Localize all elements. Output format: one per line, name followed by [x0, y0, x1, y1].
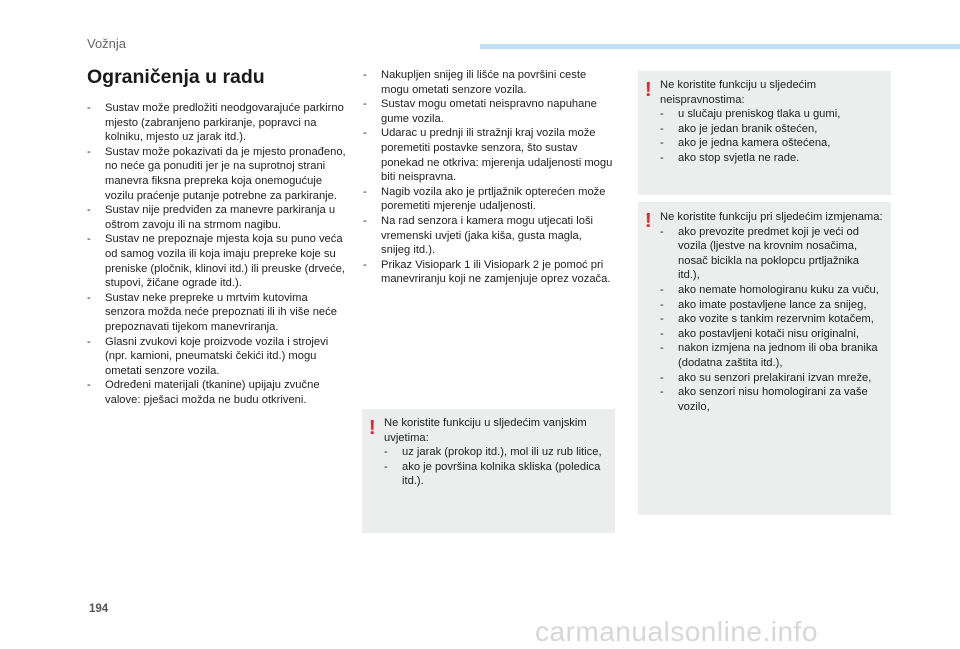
list-item: - ako je površina kolnika skliska (poledica itd.).	[384, 460, 601, 488]
list-item: - ako prevozite predmet koji je veći od vozila (ljestve na krovnim nosačima, nosač bicikla na poklopcu prtljažnika itd.),	[660, 225, 859, 282]
list-item: - Udarac u prednji ili stražnji kraj vozila može poremetiti postavke senzora, što sustav ponekad ne otkriva: mjerenja udaljenosti mogu biti neispravna.	[363, 127, 613, 184]
dash-bullet: -	[87, 233, 91, 246]
warning-box-malfunctions	[638, 71, 891, 195]
dash-bullet: -	[363, 98, 367, 111]
list-item: - ako su senzori prelakirani izvan mreže,	[660, 371, 872, 384]
list-item: - ako stop svjetla ne rade.	[660, 151, 800, 164]
warning-list	[384, 445, 607, 489]
dash-bullet: -	[660, 298, 664, 311]
dash-bullet: -	[660, 327, 664, 340]
list-item: - u slučaju preniskog tlaka u gumi,	[660, 108, 841, 121]
dash-bullet: -	[87, 102, 91, 114]
dash-bullet: -	[87, 204, 91, 217]
list-item: - Određeni materijali (tkanine) upijaju zvučne valove: pješaci možda ne budu otkriveni.	[87, 379, 320, 406]
watermark: carmanualsonline.info	[535, 616, 818, 647]
section-title: Vožnja	[87, 36, 127, 51]
list-item: - uz jarak (prokop itd.), mol ili uz rub litice,	[384, 446, 602, 459]
list-item: - Na rad senzora i kamera mogu utjecati loši vremenski uvjeti (jaka kiša, gusta magla, snijeg itd.).	[363, 214, 594, 257]
page-number: 194	[89, 603, 109, 615]
dash-bullet: -	[363, 258, 367, 271]
dash-bullet: -	[363, 185, 367, 198]
warning-icon: !	[645, 210, 652, 232]
list-item: - ako je jedan branik oštećen,	[660, 122, 818, 135]
warning-intro: Ne koristite funkciju u sljedećim vanjskim uvjetima:	[384, 417, 587, 444]
dash-bullet: -	[660, 108, 664, 121]
list-item: - Sustav ne prepoznaje mjesta koja su puno veća od samog vozila ili koja imaju prepreke koje su preniske (pločnik, klinovi itd.) ili preuske (drveće, stupovi, žičane ograde itd.).	[87, 233, 346, 290]
dash-bullet: -	[660, 386, 664, 399]
warning-intro: Ne koristite funkciju u sljedećim neispravnostima:	[660, 79, 817, 106]
list-item: - Nagib vozila ako je prtljažnik opterećen može poremetiti mjerenje udaljenosti.	[363, 185, 606, 213]
warning-icon: !	[369, 417, 376, 439]
list-item: - ako vozite s tankim rezervnim kotačem,	[660, 313, 874, 326]
list-item: - ako senzori nisu homologirani za vaše vozilo,	[660, 386, 868, 413]
dash-bullet: -	[660, 225, 664, 238]
list-item: - Nakupljen snijeg ili lišće na površini ceste mogu ometati senzore vozila.	[363, 69, 587, 96]
dash-bullet: -	[384, 460, 388, 473]
warning-icon: !	[645, 79, 652, 101]
list-item: - ako postavljeni kotači nisu originalni,	[660, 327, 859, 340]
list-item: - Prikaz Visiopark 1 ili Visiopark 2 je pomoć pri manevriranju koji ne zamjenjuje oprez vozača.	[363, 258, 611, 286]
header-bar	[480, 44, 960, 49]
list-item: - Glasni zvukovi koje proizvode vozila i strojevi (npr. kamioni, pneumatski čekići itd.) mogu ometati senzore vozila.	[87, 335, 329, 377]
dash-bullet: -	[660, 122, 664, 135]
dash-bullet: -	[660, 137, 664, 150]
list-item: - ako je jedna kamera oštećena,	[660, 137, 831, 150]
page-title: Ograničenja u radu	[87, 66, 265, 88]
list-item: - Sustav može predložiti neodgovarajuće parkirno mjesto (zabranjeno parkiranje, popravci na kolniku, mjesto uz jarak itd.).	[87, 102, 344, 144]
warning-box-modifications	[638, 202, 891, 515]
dash-bullet: -	[87, 145, 91, 158]
dash-bullet: -	[87, 291, 91, 304]
dash-bullet: -	[660, 371, 664, 384]
dash-bullet: -	[363, 127, 367, 140]
list-item: - Sustav nije predviđen za manevre parkiranja u oštrom zavoju ili na strmom nagibu.	[87, 204, 336, 231]
dash-bullet: -	[660, 151, 664, 164]
list-item: - Sustav mogu ometati neispravno napuhane gume vozila.	[363, 98, 597, 125]
warning-list	[660, 107, 883, 165]
dash-bullet: -	[87, 335, 91, 348]
limitations-list	[87, 101, 347, 407]
limitations-list-continued	[363, 68, 613, 287]
dash-bullet: -	[384, 446, 388, 459]
dash-bullet: -	[660, 283, 664, 296]
list-item: - Sustav može pokazivati da je mjesto pronađeno, no neće ga ponuditi jer je na suprotnoj strani manevra fiksna prepreka koja onemogućuje vozilu praćenje putanje potrebne za parkiranje.	[87, 145, 346, 202]
dash-bullet: -	[363, 214, 367, 227]
warning-box-external-conditions	[362, 409, 615, 533]
dash-bullet: -	[660, 313, 664, 326]
dash-bullet: -	[660, 342, 664, 355]
middle-column	[363, 68, 613, 287]
dash-bullet: -	[363, 69, 367, 81]
warning-list	[660, 225, 883, 415]
left-column	[87, 101, 347, 407]
list-item: - ako nemate homologiranu kuku za vuču,	[660, 283, 879, 296]
list-item: - nakon izmjena na jednom ili oba branika (dodatna zaštita itd.),	[660, 342, 878, 369]
list-item: - ako imate postavljene lance za snijeg,	[660, 298, 867, 311]
dash-bullet: -	[87, 379, 91, 392]
list-item: - Sustav neke prepreke u mrtvim kutovima senzora možda neće prepoznati ili ih više neće prepoznavati tijekom manevriranja.	[87, 291, 337, 333]
warning-intro: Ne koristite funkciju pri sljedećim izmjenama:	[660, 211, 883, 223]
